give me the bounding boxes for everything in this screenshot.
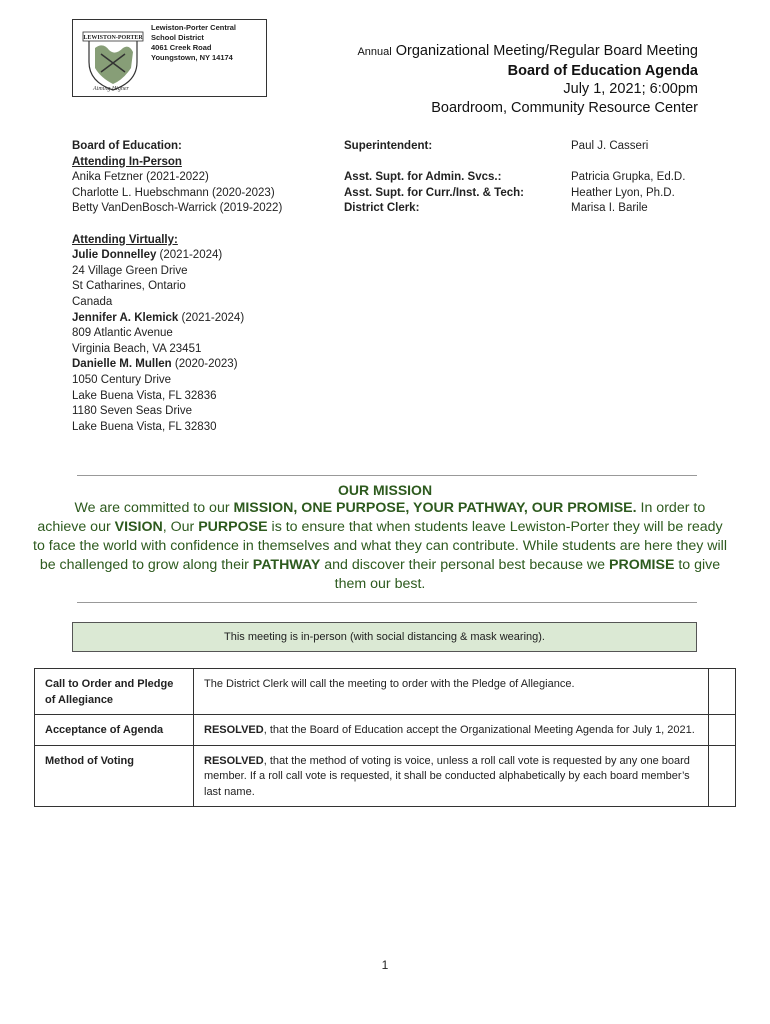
agenda-item-title: Acceptance of Agenda (35, 715, 194, 746)
admin-names (571, 139, 685, 217)
agenda-item-text: RESOLVED, that the Board of Education accept the Organizational Meeting Agenda for July 1, 2021. (194, 715, 709, 746)
member-address: 1180 Seven Seas Drive (72, 405, 192, 418)
agenda-item-text: RESOLVED, that the method of voting is voice, unless a roll call vote is requested by any one board member. If a roll call vote is requested, it shall be conducted alphabetically by each board member’s last name. (194, 745, 709, 807)
member-address: 24 Village Green Drive (72, 264, 188, 277)
clerk-name: Marisa I. Barile (571, 202, 648, 215)
member-address: Lake Buena Vista, FL 32836 (72, 389, 217, 402)
superintendent-name: Paul J. Casseri (571, 140, 649, 152)
page-number: 1 (381, 958, 389, 972)
mission-statement: We are committed to our MISSION, ONE PURPOSE, YOUR PATHWAY, OUR PROMISE. In order to achieve our VISION, Our PURPOSE is to ensure that when students leave Lewiston-Porter they will be ready to face the world with confidence in themselves and what they can contribute. While students are here they will be challenged to grow along their PATHWAY and discover their personal best because we PROMISE to give them our best. (33, 500, 727, 592)
member-address: St Catharines, Ontario (72, 280, 186, 293)
district-motto: Aiming Higher (93, 86, 129, 92)
district-logo (72, 19, 267, 97)
table-row (35, 715, 736, 746)
table-row (35, 745, 736, 807)
agenda-check-cell (709, 669, 736, 715)
board-member: Betty VanDenBosch-Warrick (2019-2022) (72, 202, 283, 215)
board-member: Anika Fetzner (2021-2022) (72, 171, 209, 184)
virtual-member: Jennifer A. Klemick (2021-2024) (72, 311, 245, 324)
meeting-notice: This meeting is in-person (with social distancing & mask wearing). (72, 622, 697, 652)
table-row (35, 669, 736, 715)
board-members (72, 139, 282, 435)
mission-title: OUR MISSION (337, 482, 433, 498)
asst-admin-name: Patricia Grupka, Ed.D. (571, 171, 686, 184)
virtual-member: Danielle M. Mullen (2020-2023) (72, 358, 238, 371)
virtual-heading: Attending Virtually: (72, 233, 178, 246)
agenda-header (357, 42, 698, 117)
board-member: Charlotte L. Huebschmann (2020-2023) (72, 186, 275, 199)
member-address: Canada (72, 295, 113, 308)
agenda-item-title: Call to Order and Pledge of Allegiance (35, 669, 194, 715)
agenda-check-cell (709, 715, 736, 746)
district-emblem-icon (79, 24, 147, 92)
divider (77, 475, 697, 476)
header-location: Boardroom, Community Resource Center (431, 99, 698, 116)
district-address-block: Lewiston-Porter Central School District 4061 Creek Road Youngstown, NY 14174 (151, 23, 237, 62)
member-address: 1050 Century Drive (72, 373, 172, 386)
member-address: Virginia Beach, VA 23451 (72, 342, 202, 355)
asst-admin-label: Asst. Supt. for Admin. Svcs.: (344, 171, 502, 184)
clerk-label: District Clerk: (344, 202, 420, 215)
header-subtitle: Board of Education Agenda (507, 62, 698, 79)
member-address: 809 Atlantic Avenue (72, 327, 173, 340)
agenda-table (34, 668, 736, 807)
admin-labels (344, 139, 524, 217)
superintendent-label: Superintendent: (344, 140, 433, 152)
header-prefix: Annual (357, 46, 392, 58)
divider (77, 602, 697, 603)
board-heading: Board of Education: (72, 140, 182, 152)
header-date: July 1, 2021; 6:00pm (563, 81, 698, 97)
agenda-item-title: Method of Voting (35, 745, 194, 807)
asst-curr-name: Heather Lyon, Ph.D. (571, 186, 675, 199)
member-address: Lake Buena Vista, FL 32830 (72, 420, 217, 433)
in-person-heading: Attending In-Person (72, 155, 182, 168)
asst-curr-label: Asst. Supt. for Curr./Inst. & Tech: (344, 186, 524, 199)
header-title: Organizational Meeting/Regular Board Meeting (395, 43, 698, 59)
virtual-member: Julie Donnelley (2021-2024) (72, 249, 223, 262)
agenda-check-cell (709, 745, 736, 807)
svg-text:LEWISTON-PORTER: LEWISTON-PORTER (83, 35, 143, 41)
agenda-item-text: The District Clerk will call the meeting to order with the Pledge of Allegiance. (194, 669, 709, 715)
